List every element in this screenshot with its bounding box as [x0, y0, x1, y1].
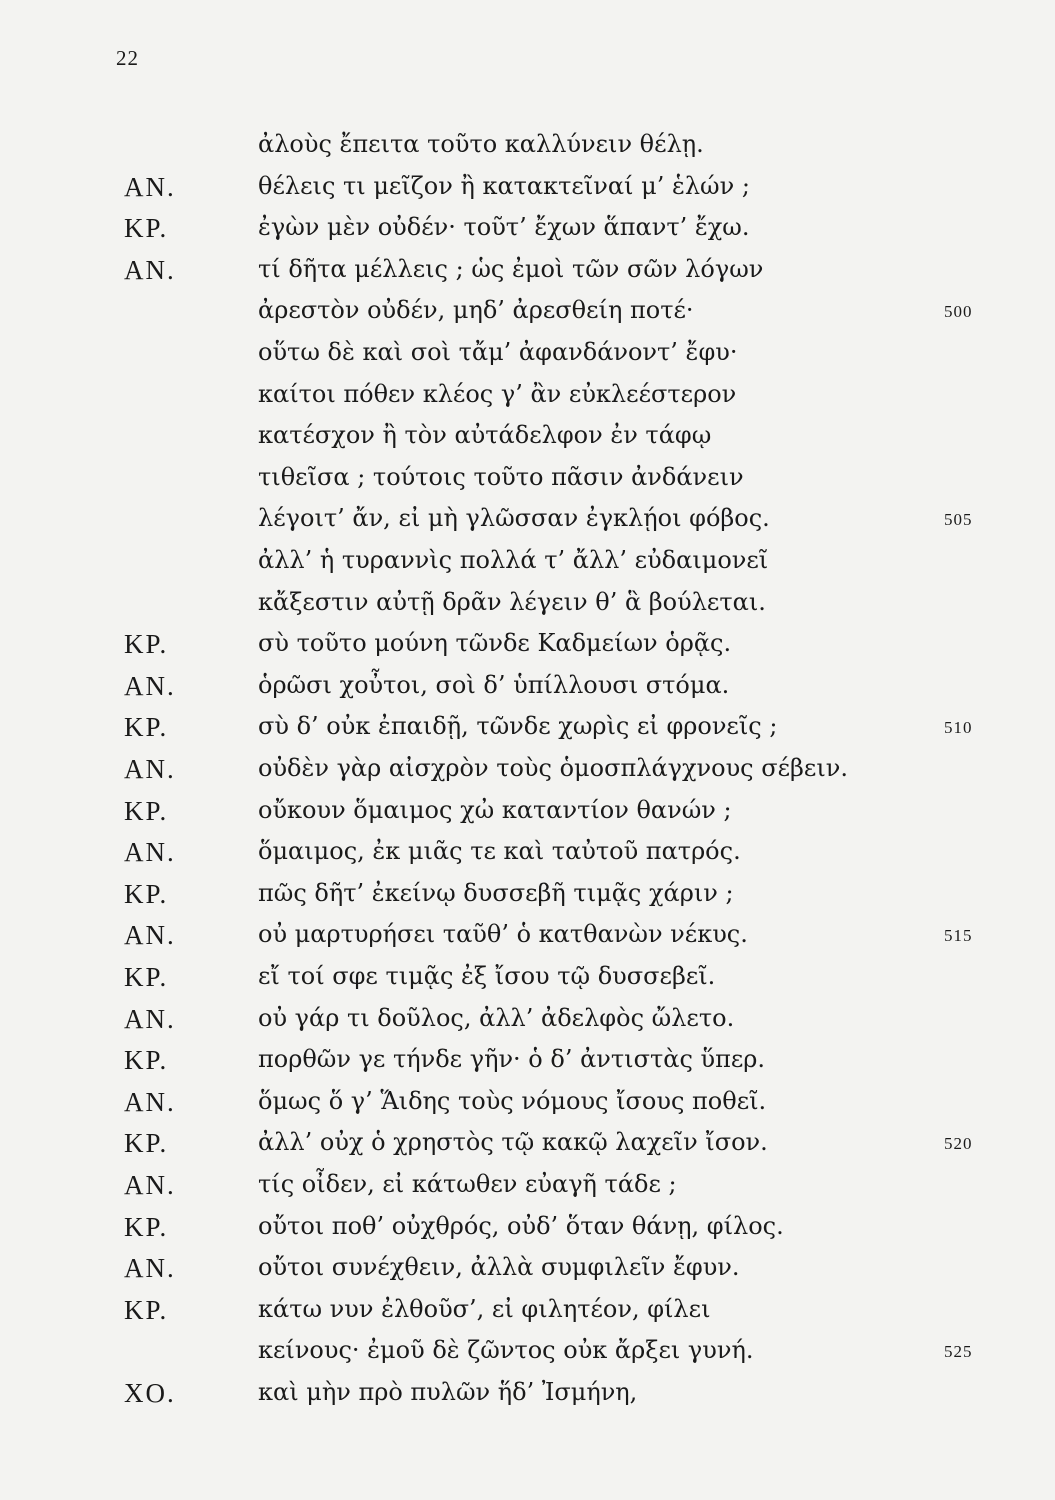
line-number: 515 — [944, 926, 973, 946]
verse-text: ὅμως ὅ γ’ Ἅιδης τοὺς νόμους ἴσους ποθεῖ. — [258, 1086, 767, 1115]
verse-text: σὺ δ’ οὐκ ἐπαιδῇ, τῶνδε χωρὶς εἰ φρονεῖς ; — [258, 712, 778, 741]
line-number: 510 — [944, 718, 973, 738]
verse-text: ἀλλ’ οὐχ ὁ χρηστὸς τῷ κακῷ λαχεῖν ἴσον. — [258, 1128, 768, 1157]
speaker-label: ΚΡ. — [124, 1294, 169, 1325]
speaker-label: ΑΝ. — [124, 171, 176, 202]
verse-line — [0, 1253, 1055, 1289]
verse-text: τίς οἶδεν, εἰ κάτωθεν εὐαγῆ τάδε ; — [258, 1170, 677, 1198]
verse-line — [0, 629, 1055, 665]
line-number: 525 — [944, 1342, 973, 1362]
speaker-label: ΑΝ. — [124, 1086, 176, 1117]
verse-line — [0, 1045, 1055, 1081]
speaker-label: ΚΡ. — [124, 213, 169, 244]
page-number: 22 — [116, 46, 139, 70]
speaker-label: ΑΝ. — [124, 254, 176, 285]
verse-line — [0, 796, 1055, 832]
verse-text: λέγοιτ’ ἄν, εἰ μὴ γλῶσσαν ἐγκλῄοι φόβος. — [258, 504, 770, 533]
speaker-label: ΚΡ. — [124, 795, 169, 826]
speaker-label: ΚΡ. — [124, 1128, 169, 1159]
verse-text: οὔτοι ποθ’ οὐχθρός, οὐδ’ ὅταν θάνῃ, φίλος. — [258, 1211, 784, 1240]
verse-line — [0, 130, 1055, 166]
line-number: 520 — [944, 1134, 973, 1154]
verse-line — [0, 421, 1055, 457]
speaker-label: ΑΝ. — [124, 754, 176, 784]
verse-line — [0, 296, 1055, 332]
speaker-label: ΚΡ. — [124, 629, 169, 660]
speaker-label: ΚΡ. — [124, 1045, 169, 1076]
verse-text: πορθῶν γε τήνδε γῆν· ὁ δ’ ἀντιστὰς ὕπερ. — [258, 1045, 766, 1074]
verse-line — [0, 338, 1055, 374]
line-number: 505 — [944, 510, 973, 530]
verse-text: ὁρῶσι χοὖτοι, σοὶ δ’ ὑπίλλουσι στόμα. — [258, 670, 730, 699]
verse-line — [0, 172, 1055, 208]
speaker-label: ΚΡ. — [124, 1211, 169, 1242]
verse-text: τιθεῖσα ; τούτοις τοῦτο πᾶσιν ἀνδάνειν — [258, 462, 744, 491]
speaker-label: ΚΡ. — [124, 712, 169, 743]
verse-text: ἀλοὺς ἔπειτα τοῦτο καλλύνειν θέλῃ. — [258, 130, 704, 158]
verse-text: καὶ μὴν πρὸ πυλῶν ἥδ’ Ἰσμήνη, — [258, 1378, 638, 1406]
verse-text: θέλεις τι μεῖζον ἢ κατακτεῖναί μ’ ἑλών ; — [258, 171, 750, 200]
verse-line — [0, 213, 1055, 249]
verse-text: εἴ τοί σφε τιμᾷς ἐξ ἴσου τῷ δυσσεβεῖ. — [258, 962, 716, 990]
verse-text: πῶς δῆτ’ ἐκείνῳ δυσσεβῆ τιμᾷς χάριν ; — [258, 878, 734, 907]
speaker-label: ΑΝ. — [124, 1003, 176, 1034]
verse-line — [0, 879, 1055, 915]
verse-line — [0, 380, 1055, 416]
verse-text: ἀρεστὸν οὐδέν, μηδ’ ἀρεσθείη ποτέ· — [258, 296, 694, 325]
speaker-label: ΑΝ. — [124, 1253, 176, 1284]
verse-text: οὐδὲν γὰρ αἰσχρὸν τοὺς ὁμοσπλάγχνους σέβειν. — [258, 754, 848, 782]
verse-line — [0, 463, 1055, 499]
verse-line — [0, 1378, 1055, 1414]
verse-text: οὐ γάρ τι δοῦλος, ἀλλ’ ἀδελφὸς ὤλετο. — [258, 1003, 735, 1032]
verse-text: ἀλλ’ ἡ τυραννὶς πολλά τ’ ἄλλ’ εὐδαιμονεῖ — [258, 546, 769, 574]
verse-text: κατέσχον ἢ τὸν αὐτάδελφον ἐν τάφῳ — [258, 421, 712, 450]
verse-text: ὅμαιμος, ἐκ μιᾶς τε καὶ ταὐτοῦ πατρός. — [258, 837, 741, 866]
verse-line — [0, 962, 1055, 998]
speaker-label: ΑΝ. — [124, 1170, 176, 1200]
verse-text: οὕτω δὲ καὶ σοὶ τἄμ’ ἀφανδάνοντ’ ἔφυ· — [258, 338, 738, 366]
verse-line — [0, 920, 1055, 956]
speaker-label: ΑΝ. — [124, 670, 176, 701]
verse-text: σὺ τοῦτο μούνη τῶνδε Καδμείων ὁρᾷς. — [258, 629, 732, 658]
verse-line — [0, 1212, 1055, 1248]
verse-text: κάτω νυν ἐλθοῦσ’, εἰ φιλητέον, φίλει — [258, 1294, 711, 1323]
verse-line — [0, 1170, 1055, 1206]
speaker-label: ΑΝ. — [124, 920, 176, 951]
verse-text: κἄξεστιν αὐτῇ δρᾶν λέγειν θ’ ἃ βούλεται. — [258, 587, 766, 616]
verse-text: οὔτοι συνέχθειν, ἀλλὰ συμφιλεῖν ἔφυν. — [258, 1253, 740, 1282]
verse-line — [0, 546, 1055, 582]
line-number: 500 — [944, 302, 973, 322]
verse-line — [0, 588, 1055, 624]
verse-line — [0, 837, 1055, 873]
verse-line — [0, 1004, 1055, 1040]
verse-text: τί δῆτα μέλλεις ; ὡς ἐμοὶ τῶν σῶν λόγων — [258, 254, 764, 283]
verse-line — [0, 504, 1055, 540]
verse-line — [0, 1336, 1055, 1372]
verse-line — [0, 255, 1055, 291]
speaker-label: ΚΡ. — [124, 962, 169, 992]
speaker-label: ΚΡ. — [124, 878, 169, 909]
verse-text: οὔκουν ὅμαιμος χὠ καταντίον θανών ; — [258, 795, 732, 824]
verse-line — [0, 712, 1055, 748]
verse-text: οὐ μαρτυρήσει ταῦθ’ ὁ κατθανὼν νέκυς. — [258, 920, 748, 949]
verse-line — [0, 754, 1055, 790]
speaker-label: ΑΝ. — [124, 837, 176, 868]
speaker-label: ΧΟ. — [124, 1378, 176, 1408]
verse-line — [0, 1128, 1055, 1164]
verse-text: καίτοι πόθεν κλέος γ’ ἂν εὐκλεέστερον — [258, 379, 737, 408]
verse-text: ἐγὼν μὲν οὐδέν· τοῦτ’ ἔχων ἅπαντ’ ἔχω. — [258, 213, 750, 242]
verse-line — [0, 1295, 1055, 1331]
verse-line — [0, 671, 1055, 707]
verse-text: κείνους· ἐμοῦ δὲ ζῶντος οὐκ ἄρξει γυνή. — [258, 1336, 754, 1365]
verse-line — [0, 1087, 1055, 1123]
